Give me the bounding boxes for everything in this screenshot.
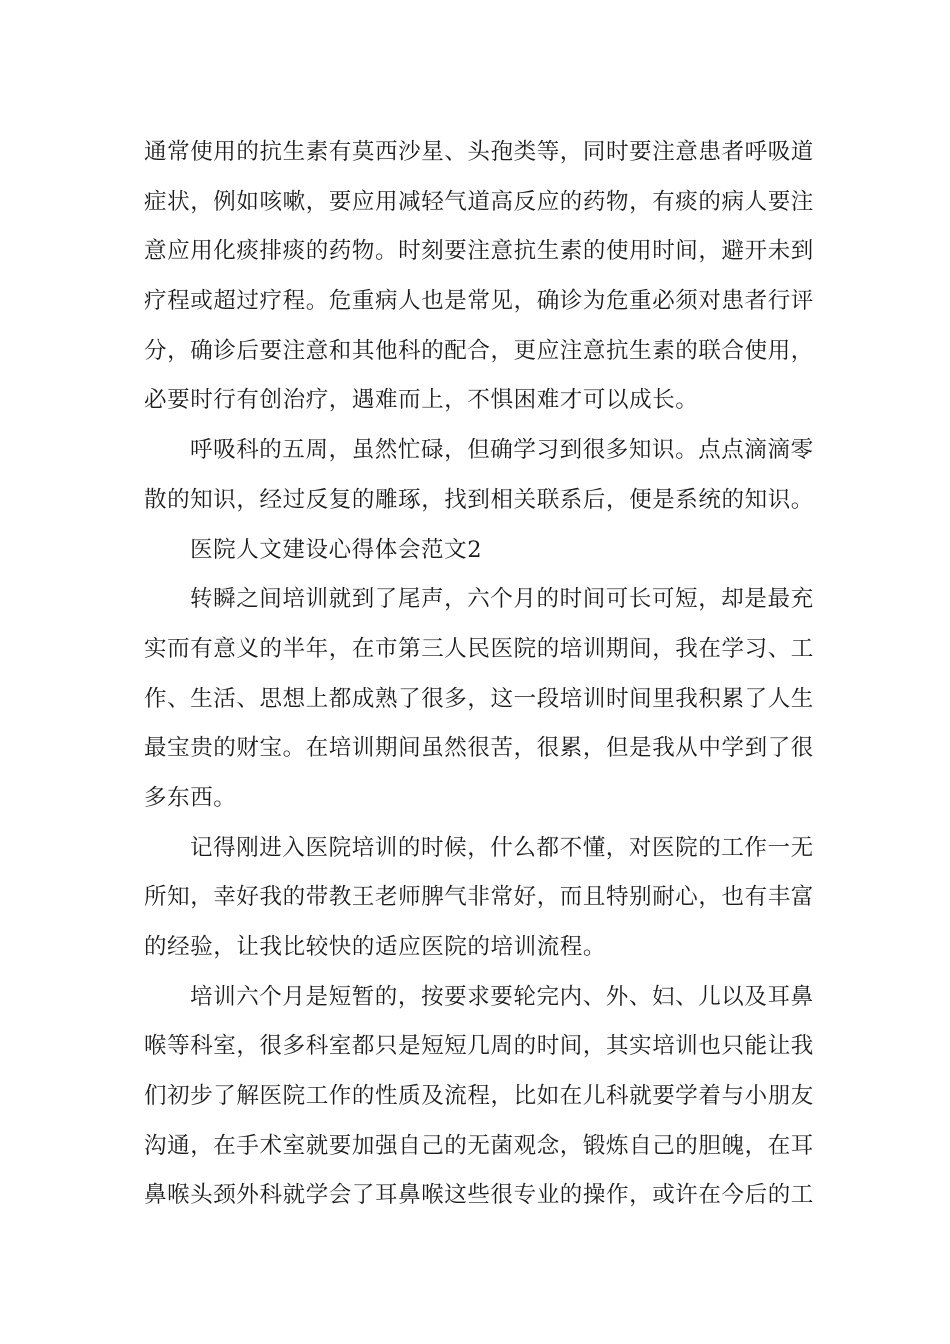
text-line: 通常使用的抗生素有莫西沙星、头孢类等，同时要注意患者呼吸道	[144, 139, 814, 165]
section-heading: 医院人文建设心得体会范文2	[190, 537, 483, 563]
text-line: 意应用化痰排痰的药物。时刻要注意抗生素的使用时间，避开未到	[144, 238, 814, 264]
text-line: 的经验，让我比较快的适应医院的培训流程。	[144, 934, 607, 960]
text-line: 散的知识，经过反复的雕琢，找到相关联系后，便是系统的知识。	[144, 487, 814, 513]
text-line: 们初步了解医院工作的性质及流程，比如在儿科就要学着与小朋友	[144, 1083, 814, 1109]
text-line: 疗程或超过疗程。危重病人也是常见，确诊为危重必须对患者行评	[144, 288, 814, 314]
text-line: 症状，例如咳嗽，要应用减轻气道高反应的药物，有痰的病人要注	[144, 189, 814, 215]
text-line: 作、生活、思想上都成熟了很多，这一段培训时间里我积累了人生	[144, 686, 814, 712]
text-line: 必要时行有创治疗，遇难而上，不惧困难才可以成长。	[144, 387, 699, 413]
text-line: 鼻喉头颈外科就学会了耳鼻喉这些很专业的操作，或许在今后的工	[144, 1182, 814, 1208]
text-line: 所知，幸好我的带教王老师脾气非常好，而且特别耐心，也有丰富	[144, 884, 814, 910]
paragraph-first-line: 呼吸科的五周，虽然忙碌，但确学习到很多知识。点点滴滴零	[190, 437, 814, 463]
paragraph-first-line: 培训六个月是短暂的，按要求要轮完内、外、妇、儿以及耳鼻	[190, 984, 814, 1010]
paragraph-first-line: 记得刚进入医院培训的时候，什么都不懂，对医院的工作一无	[190, 835, 814, 861]
paragraph-first-line: 转瞬之间培训就到了尾声，六个月的时间可长可短，却是最充	[190, 586, 814, 612]
text-line: 分，确诊后要注意和其他科的配合，更应注意抗生素的联合使用，	[144, 338, 814, 364]
text-line: 最宝贵的财宝。在培训期间虽然很苦，很累，但是我从中学到了很	[144, 735, 814, 761]
text-line: 实而有意义的半年，在市第三人民医院的培训期间，我在学习、工	[144, 636, 814, 662]
text-line: 沟通，在手术室就要加强自己的无菌观念，锻炼自己的胆魄，在耳	[144, 1133, 814, 1159]
text-line: 多东西。	[144, 785, 237, 811]
text-line: 喉等科室，很多科室都只是短短几周的时间，其实培训也只能让我	[144, 1033, 814, 1059]
